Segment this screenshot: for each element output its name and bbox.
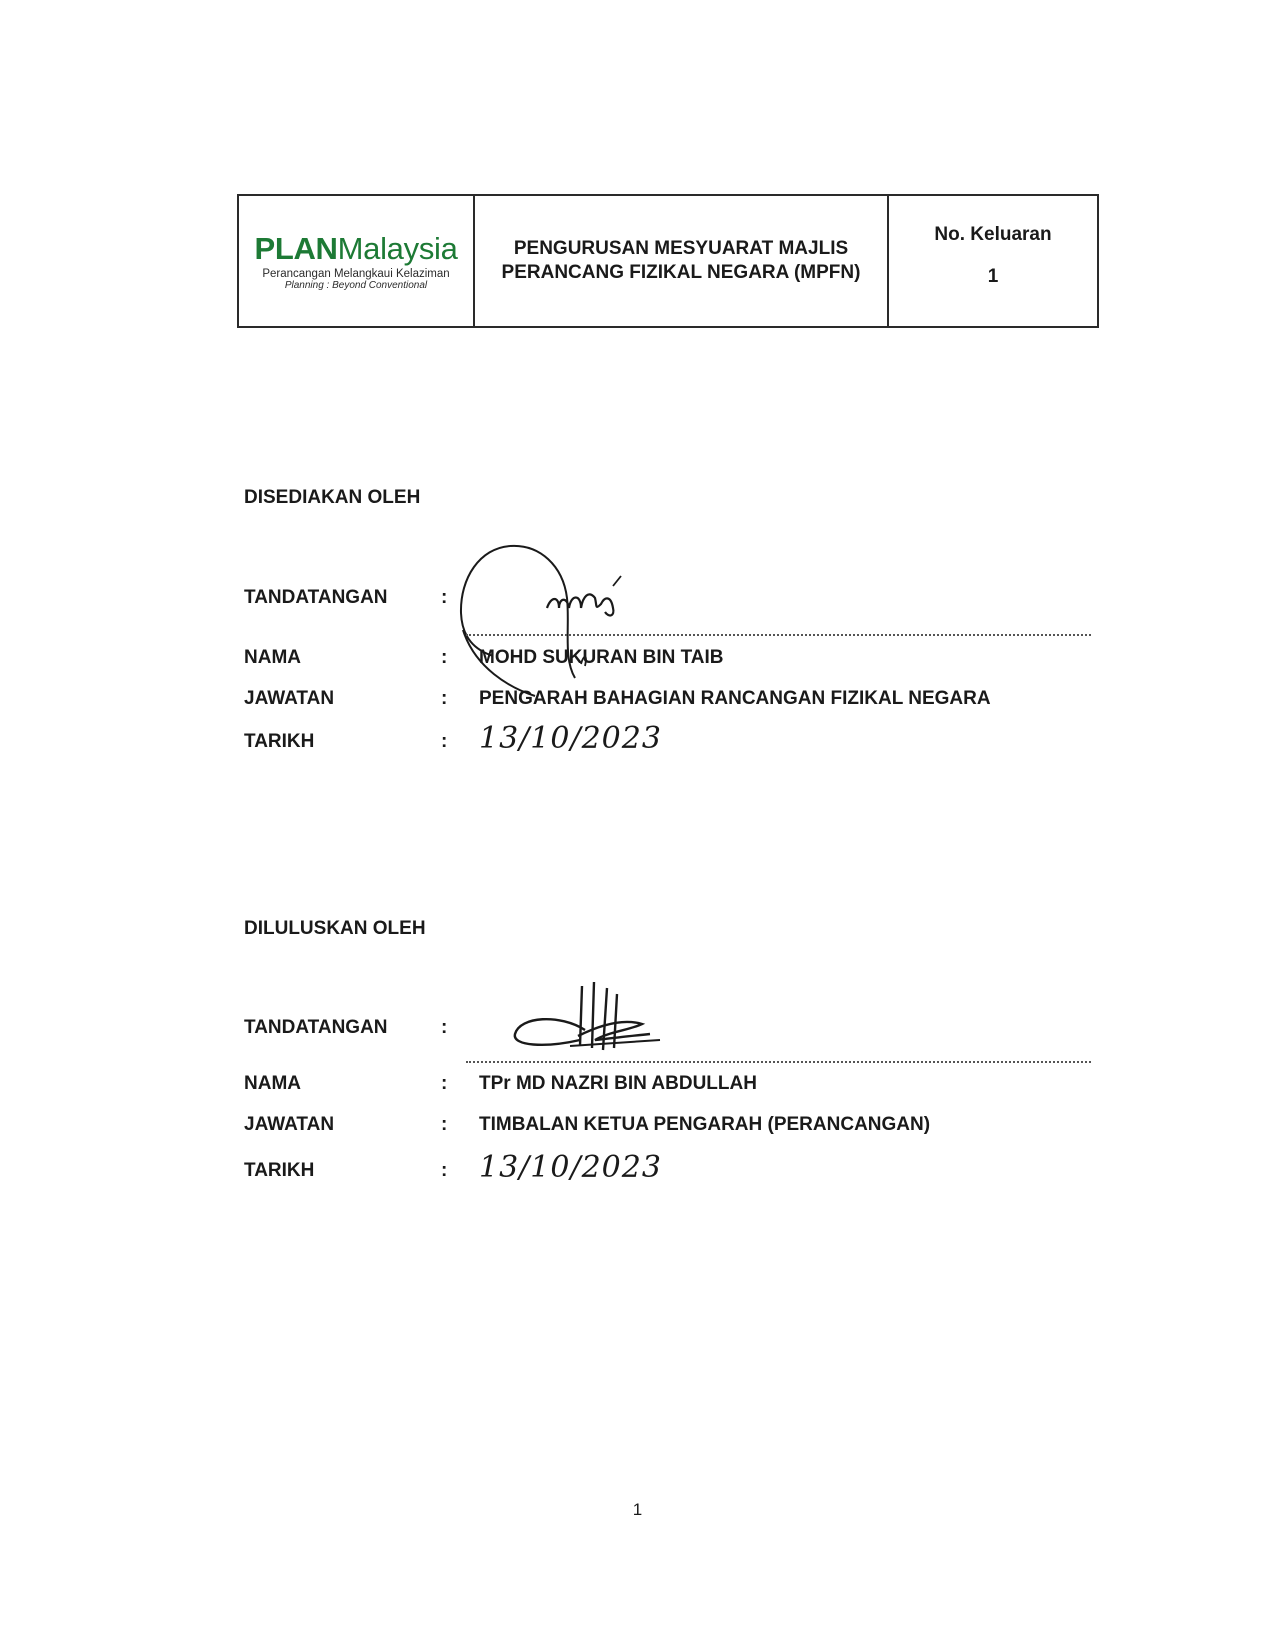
separator-colon: : <box>441 647 448 668</box>
separator-colon: : <box>441 1114 448 1135</box>
approved-signature-line <box>466 1061 1091 1063</box>
prepared-position-value: PENGARAH BAHAGIAN RANCANGAN FIZIKAL NEGARA <box>479 688 991 709</box>
approved-by-title: DILULUSKAN OLEH <box>244 918 426 939</box>
separator-colon: : <box>441 587 448 608</box>
separator-colon: : <box>441 1017 448 1038</box>
document-header <box>237 194 1099 328</box>
logo-tagline-malay: Perancangan Melangkaui Kelaziman <box>262 267 450 280</box>
title-line-2: PERANCANG FIZIKAL NEGARA (MPFN) <box>501 262 861 283</box>
approved-name-row <box>244 1073 1094 1103</box>
issue-number-cell <box>888 195 1098 327</box>
separator-colon: : <box>441 688 448 709</box>
prepared-name-label: NAMA <box>244 647 301 668</box>
approved-name-label: NAMA <box>244 1073 301 1094</box>
prepared-signature-row <box>244 587 1094 617</box>
approved-date-label: TARIKH <box>244 1160 315 1181</box>
prepared-position-label: JAWATAN <box>244 688 335 709</box>
planmalaysia-logo: PLANMalaysia <box>254 230 458 266</box>
approved-date-row <box>244 1150 1094 1190</box>
prepared-signature-image <box>455 538 655 713</box>
prepared-signature-line <box>466 634 1091 636</box>
prepared-name-value: MOHD SUKURAN BIN TAIB <box>479 647 724 668</box>
approved-position-value: TIMBALAN KETUA PENGARAH (PERANCANGAN) <box>479 1114 931 1135</box>
approved-position-row <box>244 1114 1094 1144</box>
title-line-1: PENGURUSAN MESYUARAT MAJLIS <box>513 238 849 259</box>
prepared-position-row <box>244 688 1094 718</box>
separator-colon: : <box>441 1160 448 1181</box>
approved-date-value: 13/10/2023 <box>479 1150 662 1185</box>
logo-tagline-english: Planning : Beyond Conventional <box>284 279 428 291</box>
page-number: 1 <box>632 1500 643 1519</box>
approved-signature-label: TANDATANGAN <box>244 1017 388 1038</box>
prepared-name-row <box>244 647 1094 677</box>
document-title <box>474 195 888 327</box>
separator-colon: : <box>441 1073 448 1094</box>
prepared-by-title: DISEDIAKAN OLEH <box>244 487 421 508</box>
prepared-signature-label: TANDATANGAN <box>244 587 388 608</box>
prepared-date-value: 13/10/2023 <box>479 721 662 756</box>
prepared-date-label: TARIKH <box>244 731 315 752</box>
issue-label: No. Keluaran <box>934 224 1052 245</box>
prepared-date-row <box>244 721 1094 761</box>
separator-colon: : <box>441 731 448 752</box>
approved-name-value: TPr MD NAZRI BIN ABDULLAH <box>479 1073 757 1094</box>
approved-signature-image <box>510 978 685 1063</box>
approved-position-label: JAWATAN <box>244 1114 335 1135</box>
issue-value: 1 <box>987 266 999 287</box>
logo-cell <box>238 195 474 327</box>
